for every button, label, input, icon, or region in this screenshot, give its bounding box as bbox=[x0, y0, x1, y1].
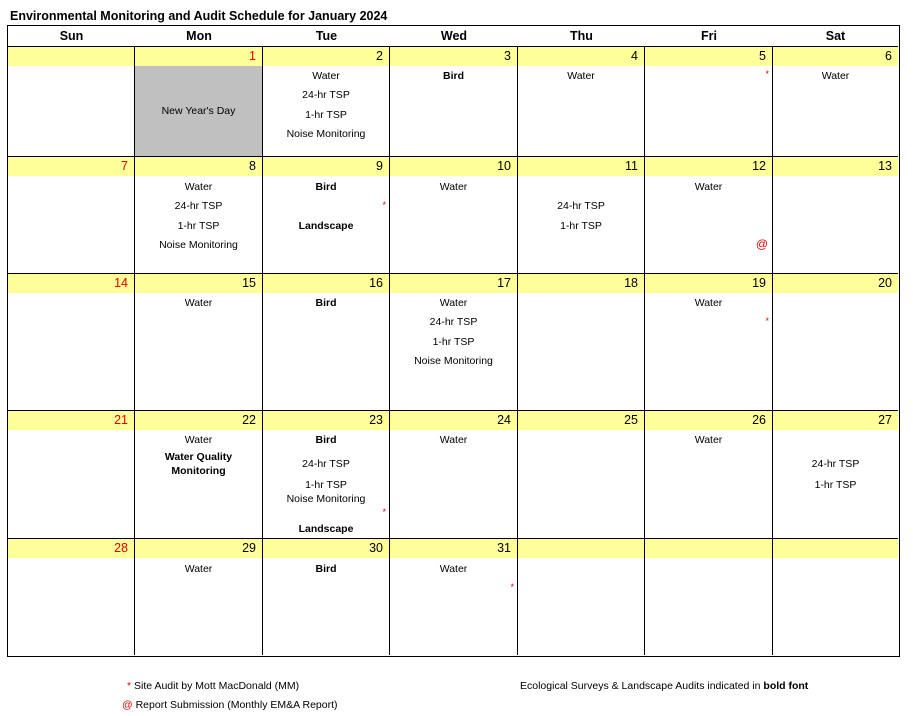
event-water: Water bbox=[439, 434, 468, 446]
day-cell-empty bbox=[773, 538, 898, 655]
site-audit-marker: * bbox=[382, 507, 386, 517]
day-cell-6 bbox=[773, 46, 898, 156]
day-cell-14 bbox=[8, 273, 135, 410]
report-submission-marker: @ bbox=[755, 237, 768, 251]
day-cell-20 bbox=[773, 273, 898, 410]
event-water: Water bbox=[439, 563, 468, 575]
weekday-tue: Tue bbox=[315, 29, 338, 43]
event-bird: Bird bbox=[315, 181, 337, 193]
day-cell-21 bbox=[8, 410, 135, 538]
event-water: Water bbox=[184, 434, 213, 446]
event-water: Water bbox=[184, 563, 213, 575]
day-number: 27 bbox=[878, 413, 892, 427]
event-24hr-tsp: 24-hr TSP bbox=[811, 458, 860, 470]
site-audit-marker: * bbox=[765, 69, 769, 79]
legend-eco-text: Ecological Surveys & Landscape Audits indicated in bbox=[520, 680, 761, 692]
event-water: Water bbox=[694, 297, 723, 309]
day-cell-24 bbox=[390, 410, 518, 538]
day-number: 17 bbox=[497, 276, 511, 290]
day-number: 13 bbox=[878, 159, 892, 173]
event-noise: Noise Monitoring bbox=[286, 493, 366, 505]
day-cell-9 bbox=[263, 156, 390, 273]
event-bird: Bird bbox=[315, 434, 337, 446]
event-noise: Noise Monitoring bbox=[414, 355, 493, 367]
day-number: 3 bbox=[504, 49, 511, 63]
day-number: 31 bbox=[497, 541, 511, 555]
day-number: 19 bbox=[752, 276, 766, 290]
day-cell-2 bbox=[263, 46, 390, 156]
day-cell-5 bbox=[645, 46, 773, 156]
event-1hr-tsp: 1-hr TSP bbox=[305, 479, 347, 491]
event-water: Water bbox=[821, 70, 850, 82]
day-number: 25 bbox=[624, 413, 638, 427]
holiday-label: New Year's Day bbox=[135, 66, 262, 156]
site-audit-marker: * bbox=[382, 200, 386, 210]
site-audit-marker: * bbox=[765, 316, 769, 326]
event-water: Water bbox=[439, 297, 468, 309]
event-landscape: Landscape bbox=[298, 523, 354, 535]
event-1hr-tsp: 1-hr TSP bbox=[432, 336, 475, 348]
event-landscape: Landscape bbox=[298, 220, 354, 232]
event-1hr-tsp: 1-hr TSP bbox=[814, 479, 857, 491]
day-cell-1 bbox=[135, 46, 263, 156]
event-24hr-tsp: 24-hr TSP bbox=[302, 458, 350, 470]
day-cell-13 bbox=[773, 156, 898, 273]
day-number: 8 bbox=[249, 159, 256, 173]
event-1hr-tsp: 1-hr TSP bbox=[305, 109, 347, 121]
day-number: 20 bbox=[878, 276, 892, 290]
day-cell-19 bbox=[645, 273, 773, 410]
event-water: Water bbox=[694, 181, 723, 193]
day-cell-18 bbox=[518, 273, 645, 410]
day-cell-30 bbox=[263, 538, 390, 655]
weekday-sun: Sun bbox=[59, 29, 84, 43]
calendar-grid bbox=[7, 25, 900, 657]
event-24hr-tsp: 24-hr TSP bbox=[174, 200, 223, 212]
day-number: 23 bbox=[369, 413, 383, 427]
day-cell-23 bbox=[263, 410, 390, 538]
day-number: 22 bbox=[242, 413, 256, 427]
day-cell-10 bbox=[390, 156, 518, 273]
day-cell-11 bbox=[518, 156, 645, 273]
day-number: 26 bbox=[752, 413, 766, 427]
day-number: 21 bbox=[114, 413, 128, 427]
day-number: 24 bbox=[497, 413, 511, 427]
day-number: 7 bbox=[121, 159, 128, 173]
event-water: Water bbox=[184, 297, 213, 309]
event-water: Water bbox=[184, 181, 213, 193]
day-number: 6 bbox=[885, 49, 892, 63]
day-number: 12 bbox=[752, 159, 766, 173]
day-number: 14 bbox=[114, 276, 128, 290]
day-cell-empty bbox=[8, 46, 135, 156]
day-number: 5 bbox=[759, 49, 766, 63]
day-cell-28 bbox=[8, 538, 135, 655]
event-noise: Noise Monitoring bbox=[159, 239, 238, 251]
site-audit-marker: * bbox=[510, 582, 514, 592]
event-24hr-tsp: 24-hr TSP bbox=[302, 89, 350, 101]
event-24hr-tsp: 24-hr TSP bbox=[429, 316, 478, 328]
day-cell-22 bbox=[135, 410, 263, 538]
legend-eco-bold: bold font bbox=[763, 680, 809, 692]
event-noise: Noise Monitoring bbox=[286, 128, 366, 140]
event-1hr-tsp: 1-hr TSP bbox=[560, 220, 602, 232]
event-water: Water bbox=[694, 434, 723, 446]
day-cell-15 bbox=[135, 273, 263, 410]
event-1hr-tsp: 1-hr TSP bbox=[177, 220, 220, 232]
day-number: 16 bbox=[369, 276, 383, 290]
day-cell-3 bbox=[390, 46, 518, 156]
day-number: 11 bbox=[625, 159, 638, 173]
legend-site-audit-text: Site Audit by Mott MacDonald (MM) bbox=[134, 680, 300, 692]
weekday-fri: Fri bbox=[701, 29, 717, 43]
day-cell-4 bbox=[518, 46, 645, 156]
audit-symbol: * bbox=[127, 680, 132, 692]
day-number: 1 bbox=[249, 49, 256, 63]
day-cell-7 bbox=[8, 156, 135, 273]
day-number: 9 bbox=[376, 159, 383, 173]
report-symbol: @ bbox=[122, 699, 133, 711]
event-water: Water bbox=[567, 70, 595, 82]
day-cell-empty bbox=[518, 538, 645, 655]
day-cell-16 bbox=[263, 273, 390, 410]
day-cell-26 bbox=[645, 410, 773, 538]
weekday-mon: Mon bbox=[186, 29, 212, 43]
day-number: 18 bbox=[624, 276, 638, 290]
day-cell-empty bbox=[645, 538, 773, 655]
legend-ecological bbox=[520, 680, 808, 692]
event-bird: Bird bbox=[315, 563, 337, 575]
legend-report bbox=[122, 699, 338, 711]
day-number: 4 bbox=[631, 49, 638, 63]
day-cell-25 bbox=[518, 410, 645, 538]
day-number: 2 bbox=[376, 49, 383, 63]
day-cell-12 bbox=[645, 156, 773, 273]
event-bird: Bird bbox=[315, 297, 337, 309]
day-cell-8 bbox=[135, 156, 263, 273]
day-number: 15 bbox=[242, 276, 256, 290]
day-number: 28 bbox=[114, 541, 128, 555]
day-number: 10 bbox=[497, 159, 511, 173]
weekday-wed: Wed bbox=[440, 29, 468, 43]
event-water-quality-monitoring: Monitoring bbox=[171, 465, 226, 477]
day-number: 30 bbox=[369, 541, 383, 555]
event-bird: Bird bbox=[443, 70, 464, 82]
event-24hr-tsp: 24-hr TSP bbox=[557, 200, 605, 212]
page-title: Environmental Monitoring and Audit Schedule for January 2024 bbox=[10, 9, 388, 23]
day-cell-27 bbox=[773, 410, 898, 538]
legend-site-audit bbox=[127, 680, 299, 692]
day-cell-31 bbox=[390, 538, 518, 655]
day-cell-29 bbox=[135, 538, 263, 655]
event-water-quality: Water Quality bbox=[164, 451, 233, 463]
event-water: Water bbox=[312, 70, 340, 82]
day-number: 29 bbox=[242, 541, 256, 555]
weekday-sat: Sat bbox=[825, 29, 846, 43]
weekday-thu: Thu bbox=[570, 29, 593, 43]
legend-report-text: Report Submission (Monthly EM&A Report) bbox=[135, 699, 338, 711]
event-water: Water bbox=[439, 181, 468, 193]
day-cell-17 bbox=[390, 273, 518, 410]
